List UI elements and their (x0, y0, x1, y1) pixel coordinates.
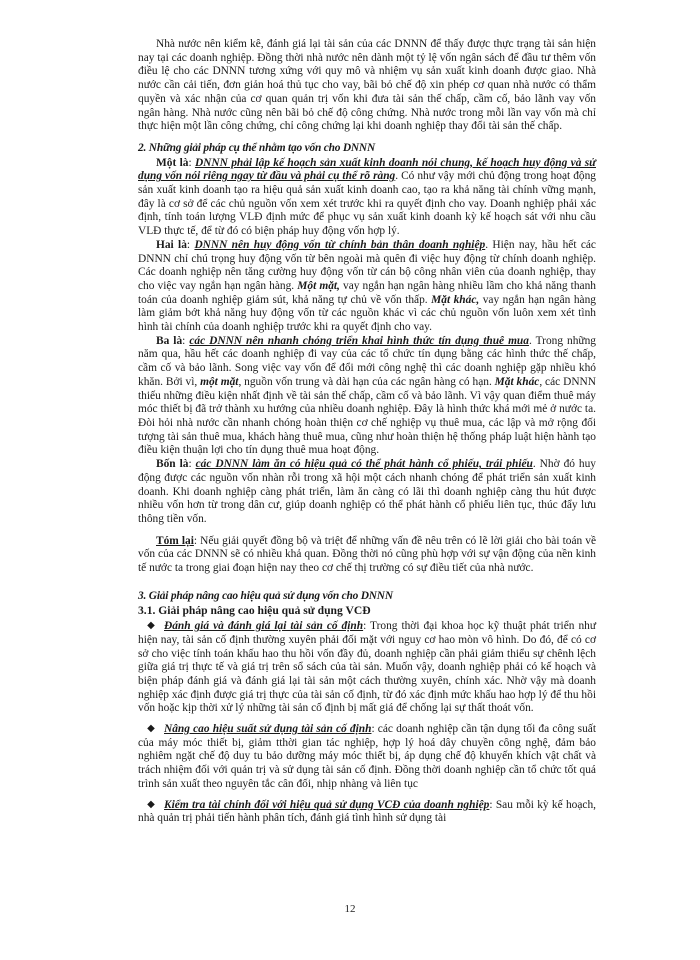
bullet-item-hieu-suat (138, 722, 596, 792)
sep: : (188, 458, 196, 471)
diamond-bullet-icon: ◆ (147, 798, 155, 810)
body-hieu-suat: : các doanh nghiệp cần tận dụng tối đa công suất của máy móc thiết bị, giảm tthời gian tác nghiệp, hợp lý hoá dây chuyền công nghệ, đảm bảo nghiêm ngặt chế độ duy tu bảo dưỡng máy móc thiết bị, áp dụng chế độ khuyến khích vật chất và trách nhiệm đối với quản trị và sử dụng tài sản cố định. Đồng thời doanh nghiệp cần tổ chức tốt quá trình sản xuất theo nguyên tắc cân đối, nhịp nhàng và liên tục (138, 723, 596, 790)
body-mot-la: . Có như vậy mới chủ động trong hoạt động sản xuất kinh doanh tạo ra hiệu quả sản xuất kinh doanh cao, tạo ra khả năng tài chính vững mạnh, đây là cơ sở để các chủ nguồn vốn xem xét trước khi ra quyết định cho vay. Doanh nghiệp phải xác định, tính toán lượng VLĐ định mức để phục vụ sản xuất kinh doanh kỳ kế hoạch sát với nhu cầu VLĐ thực tế, để từ đó có biện pháp huy động vốn hợp lý. (138, 170, 596, 238)
em-mat-khac: Mặt khác (494, 375, 540, 388)
body-tom-lai: : Nếu giải quyết đồng bộ và triệt để những vấn đề nêu trên có lẽ lời giải cho bài toán về vốn của các DNNN sẽ có nhiều khả quan. Đồng thời nó cũng phù hợp với sự vận động của nền kinh tế nước ta trong giai đoạn hiện nay theo cơ chế thị trường có sự điều tiết của nhà nước. (138, 534, 596, 575)
paragraph-bon-la (138, 458, 596, 527)
page-number: 12 (344, 903, 356, 915)
body-hai-la-2: vay ngắn hạn ngân hàng nhiều lầm cho khả năng thanh toán của doanh nghiệp giảm sút, khả năng tự chủ về vốn thấp. (138, 279, 596, 306)
section-heading-2: 2. Những giải pháp cụ thể nhằm tạo vốn cho DNNN (138, 141, 375, 154)
subsection-heading-3-1: 3.1. Giải pháp nâng cao hiệu quả sử dụng VCĐ (138, 604, 371, 618)
title-hai-la: DNNN nên huy động vốn từ chính bản thân doanh nghiệp (194, 238, 486, 251)
title-ba-la: các DNNN nên nhanh chóng triển khai hình thức tín dụng thuê mua (189, 334, 529, 347)
body-hai-la-3: vay ngắn hạn ngân hàng làm giảm bớt khả năng huy động vốn từ các nguồn khác vì các chủ nguồn vốn luôn xem xét tình hình tài chính của doanh nghiệp trước khi ra quyết định cho vay. (138, 293, 596, 334)
section-heading-3: 3. Giải pháp nâng cao hiệu quả sử dụng vốn cho DNNN (138, 589, 393, 602)
sep: : (188, 156, 195, 169)
title-mot-la: DNNN phải lập kế hoạch sản xuất kinh doanh nói chung, kế hoạch huy động và sử dụng vốn nói riêng ngay từ đầu và phải cụ thể rõ ràng (138, 156, 596, 183)
bullet-item-danh-gia (138, 619, 596, 716)
body-danh-gia: : Trong thời đại khoa học kỹ thuật phát triển như hiện nay, tài sản cố định thường xuyên phải đối mặt với nguy cơ hao mòn vô hình. Do đó, để có cơ sở cho việc tính toán khấu hao thu hồi vốn đầy đủ, doanh nghiệp cần phải giảm thiểu sự chênh lệch giữa giá trị thực tế và giá trị trên sổ sách của tài sản. Muốn vậy, doanh nghiệp phải có kế hoạch và biện pháp đánh giá và đánh giá lại tài sản một cách thường xuyên, chính xác. Nhờ vậy mà doanh nghiệp xác định được giá trị thực của tài sản cố định, từ đó xác định mức khấu hao hợp lý để thu hồi vốn hoặc kịp thời xử lý những tài sản cố định bị mất giá để chống lại sự thất thoát vốn. (138, 620, 597, 715)
body-bon-la: . Nhờ đó huy động được các nguồn vốn nhàn rỗi trong xã hội một cách nhanh chóng để phát triển sản xuất kinh doanh. Khi doanh nghiệp càng phát triển, làm ăn càng có lãi thì doanh nghiệp càng thu hút được nhiều vốn hơn từ trong dân cư, giúp doanh nghiệp có thể phát hành cổ phiếu liên tục, thúc đẩy lưu thông tiền vốn. (138, 458, 597, 525)
sep: : (182, 334, 190, 347)
lead-bon-la: Bốn là (156, 458, 189, 471)
body-kiem-tra: : Sau mỗi kỳ kế hoạch, nhà quản trị phải tiến hành phân tích, đánh giá tình hình sử dụng tài (138, 798, 596, 825)
paragraph-hai-la (138, 239, 596, 335)
title-kiem-tra: Kiểm tra tài chính đối với hiệu quả sử dụng VCĐ của doanh nghiệp (164, 798, 490, 811)
bullet-item-kiem-tra (138, 798, 596, 826)
diamond-bullet-icon: ◆ (147, 620, 155, 632)
paragraph-ba-la (138, 335, 596, 458)
lead-tom-lai: Tóm lại (156, 534, 194, 547)
paragraph-mot-la (138, 157, 596, 239)
document-page (138, 38, 596, 826)
body-ba-la-2: , nguồn vốn trung và dài hạn của các ngân hàng có hạn. (238, 375, 495, 388)
em-mot-mat: một mặt (200, 375, 239, 388)
diamond-bullet-icon: ◆ (147, 723, 155, 735)
body-hai-la-1: . Hiện nay, hầu hết các DNNN chỉ chú trọng huy động vốn từ bên ngoài mà quên đi việc huy động từ chính doanh nghiệp. Các doanh nghiệp nên tăng cường huy động vốn từ cán bộ công nhân viên của doanh nghiệp, thay cho việc vay ngắn hạn ngân hàng. (138, 238, 596, 292)
lead-hai-la: Hai là (156, 238, 187, 251)
em-mat-khac: Mặt khác, (431, 293, 480, 306)
title-bon-la: các DNNN làm ăn có hiệu quả có thể phát hành cổ phiếu, trái phiếu (195, 458, 533, 471)
lead-ba-la: Ba là (156, 334, 183, 347)
paragraph-tom-lai (138, 535, 596, 576)
body-ba-la-3: , các DNNN thiếu những điều kiện nhất định về tài sản thế chấp, cầm cố và bảo lãnh. Vì vậy quan điểm thuê máy móc thiết bị đã trở thành xu hướng của nhiều doanh nghiệp. Đây là hình thức khá mới mẻ ở nước ta. Đòi hỏi nhà nước cần nhanh chóng hoàn thiện cơ chế nghiệp vụ thuê mua, các lập và mở rộng đối tượng tài sản thuê mua, khách hàng thuê mua, cũng như hoàn thiện hệ thống pháp luật hiện hành tạo điều kiện thuận lợi cho tín dụng thuê mua hoạt động. (138, 375, 596, 457)
body-ba-la-1: . Trong những năm qua, hầu hết các doanh nghiệp đi vay của các tổ chức tín dụng bằng các hình thức thế chấp, cầm cố và bảo lãnh. Song việc vay vốn để đổi mới công nghệ thì các doanh nghiệp gặp nhiều khó khăn. Bởi vì, (138, 334, 596, 388)
lead-mot-la: Một là (156, 156, 189, 169)
title-danh-gia: Đánh giá và đánh giá lại tài sản cố định (164, 620, 364, 633)
paragraph-intro: Nhà nước nên kiểm kê, đánh giá lại tài sản của các DNNN để thấy được thực trạng tài sản hiện nay tại các doanh nghiệp. Đồng thời nhà nước nên dành một tỷ lệ vốn ngân sách để đầu tư thêm vốn điều lệ cho các DNNN tương xứng với quy mô và nhiệm vụ sản xuất kinh doanh được giao. Nhà nước cần cải tiến, đơn giản hoá thủ tục cho vay, bãi bỏ chế độ xin phép cơ quan nhà nước có thẩm quyền và xác nhận của cơ quan quản trị vốn khi đưa tài sản thế chấp, cầm cố, bảo lãnh vay vốn ngân hàng. Nhà nước cũng nên bãi bỏ chế độ công chứng. Nhà nước trong mỗi lần vay vốn mà chỉ thực hiện một lần công chứng, chỉ công chứng lại khi doanh nghiệp thay đổi tài sản thế chấp. (138, 38, 596, 133)
em-mot-mat: Một mặt, (297, 279, 340, 292)
title-hieu-suat: Nâng cao hiệu suất sử dụng tài sản cố định (164, 723, 372, 736)
sep: : (186, 238, 195, 251)
